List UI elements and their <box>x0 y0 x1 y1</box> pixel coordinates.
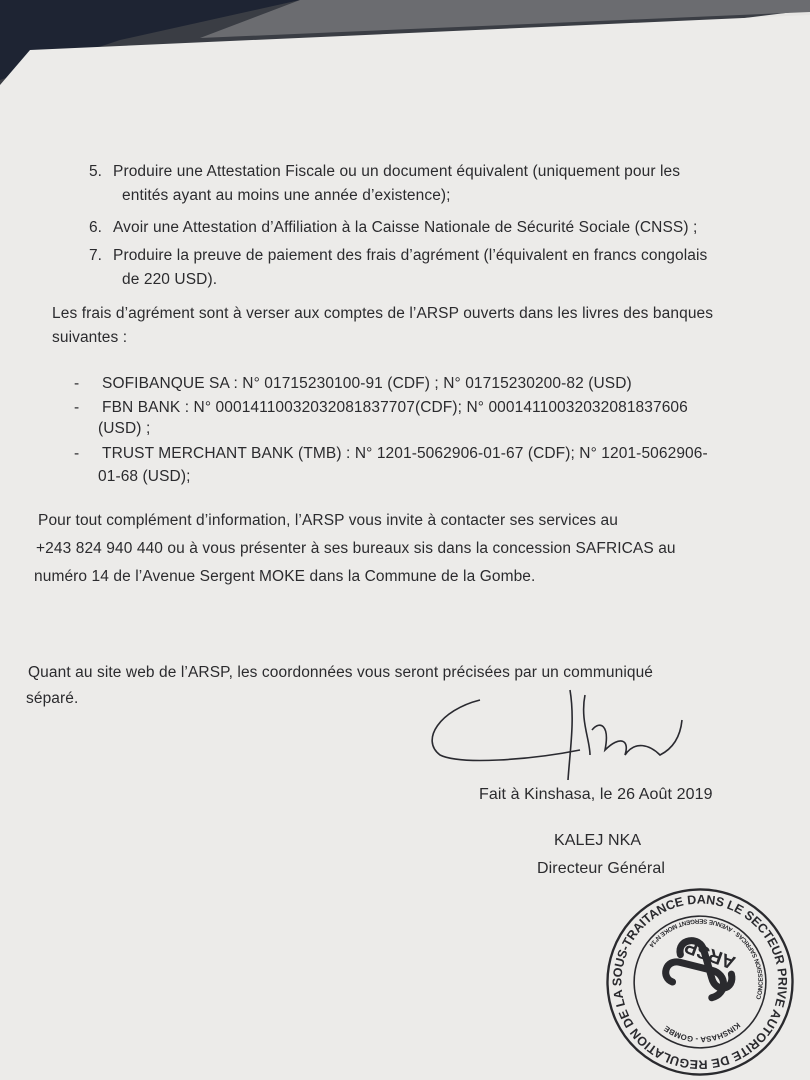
signatory-title: Directeur Général <box>537 860 665 877</box>
place-date: Fait à Kinshasa, le 26 Août 2019 <box>479 786 713 803</box>
stamp-inner-bottom: CONCESSION SAFRICAS - AVENUE SERGENT MOKE N°14 <box>647 917 765 1001</box>
svg-text:AUTORITE DE REGULATION DE LA S <box>602 884 798 1080</box>
paragraph-line: Quant au site web de l’ARSP, les coordonnées vous seront précisées par un communiqué <box>28 664 654 681</box>
list-item-text: Avoir une Attestation d’Affiliation à la Caisse Nationale de Sécurité Sociale (CNSS) ; <box>113 219 698 236</box>
bullet: - <box>74 445 80 462</box>
bank-account-line: TRUST MERCHANT BANK (TMB) : N° 1201-5062906-01-67 (CDF); N° 1201-5062906- <box>102 445 708 462</box>
stamp-outer-text: AUTORITE DE REGULATION DE LA SOUS-TRAITANCE DANS LE SECTEUR PRIVE <box>610 892 790 1072</box>
paragraph-line: suivantes : <box>52 329 128 346</box>
paragraph-line: +243 824 940 440 ou à vous présenter à ses bureaux sis dans la concession SAFRICAS au <box>36 540 676 557</box>
list-number: 6. <box>89 219 102 236</box>
signature <box>420 680 700 800</box>
bank-account-line: (USD) ; <box>98 420 151 437</box>
stamp-inner-top: KINSHASA - GOMBE <box>662 1020 743 1044</box>
bank-account-line: FBN BANK : N° 00014110032032081837707(CDF); N° 00014110032032081837606 <box>102 399 688 416</box>
paragraph-line: numéro 14 de l’Avenue Sergent MOKE dans la Commune de la Gombe. <box>34 568 536 585</box>
list-item-text: Produire la preuve de paiement des frais d’agrément (l’équivalent en francs congolais <box>113 247 708 264</box>
arsp-stamp <box>602 884 798 1080</box>
bank-account-line: 01-68 (USD); <box>98 468 191 485</box>
paragraph-line: séparé. <box>26 690 79 707</box>
stamp-logo-text: ARSP <box>681 936 738 974</box>
svg-text:KINSHASA - GOMBE <box>661 998 743 1059</box>
bank-account-line: SOFIBANQUE SA : N° 01715230100-91 (CDF) ; N° 01715230200-82 (USD) <box>102 375 632 392</box>
paragraph-line: Pour tout complément d’information, l’ARSP vous invite à contacter ses services au <box>38 512 618 529</box>
signatory-name: KALEJ NKA <box>554 832 642 849</box>
paragraph-line: Les frais d’agrément sont à verser aux comptes de l’ARSP ouverts dans les livres des banques <box>52 305 714 322</box>
list-number: 7. <box>89 247 102 264</box>
list-number: 5. <box>89 163 102 180</box>
list-item-text: Produire une Attestation Fiscale ou un document équivalent (uniquement pour les <box>113 163 681 180</box>
bullet: - <box>74 399 80 416</box>
list-item-text: de 220 USD). <box>122 271 218 288</box>
bullet: - <box>74 375 80 392</box>
list-item-text: entités ayant au moins une année d’existence); <box>122 187 451 204</box>
